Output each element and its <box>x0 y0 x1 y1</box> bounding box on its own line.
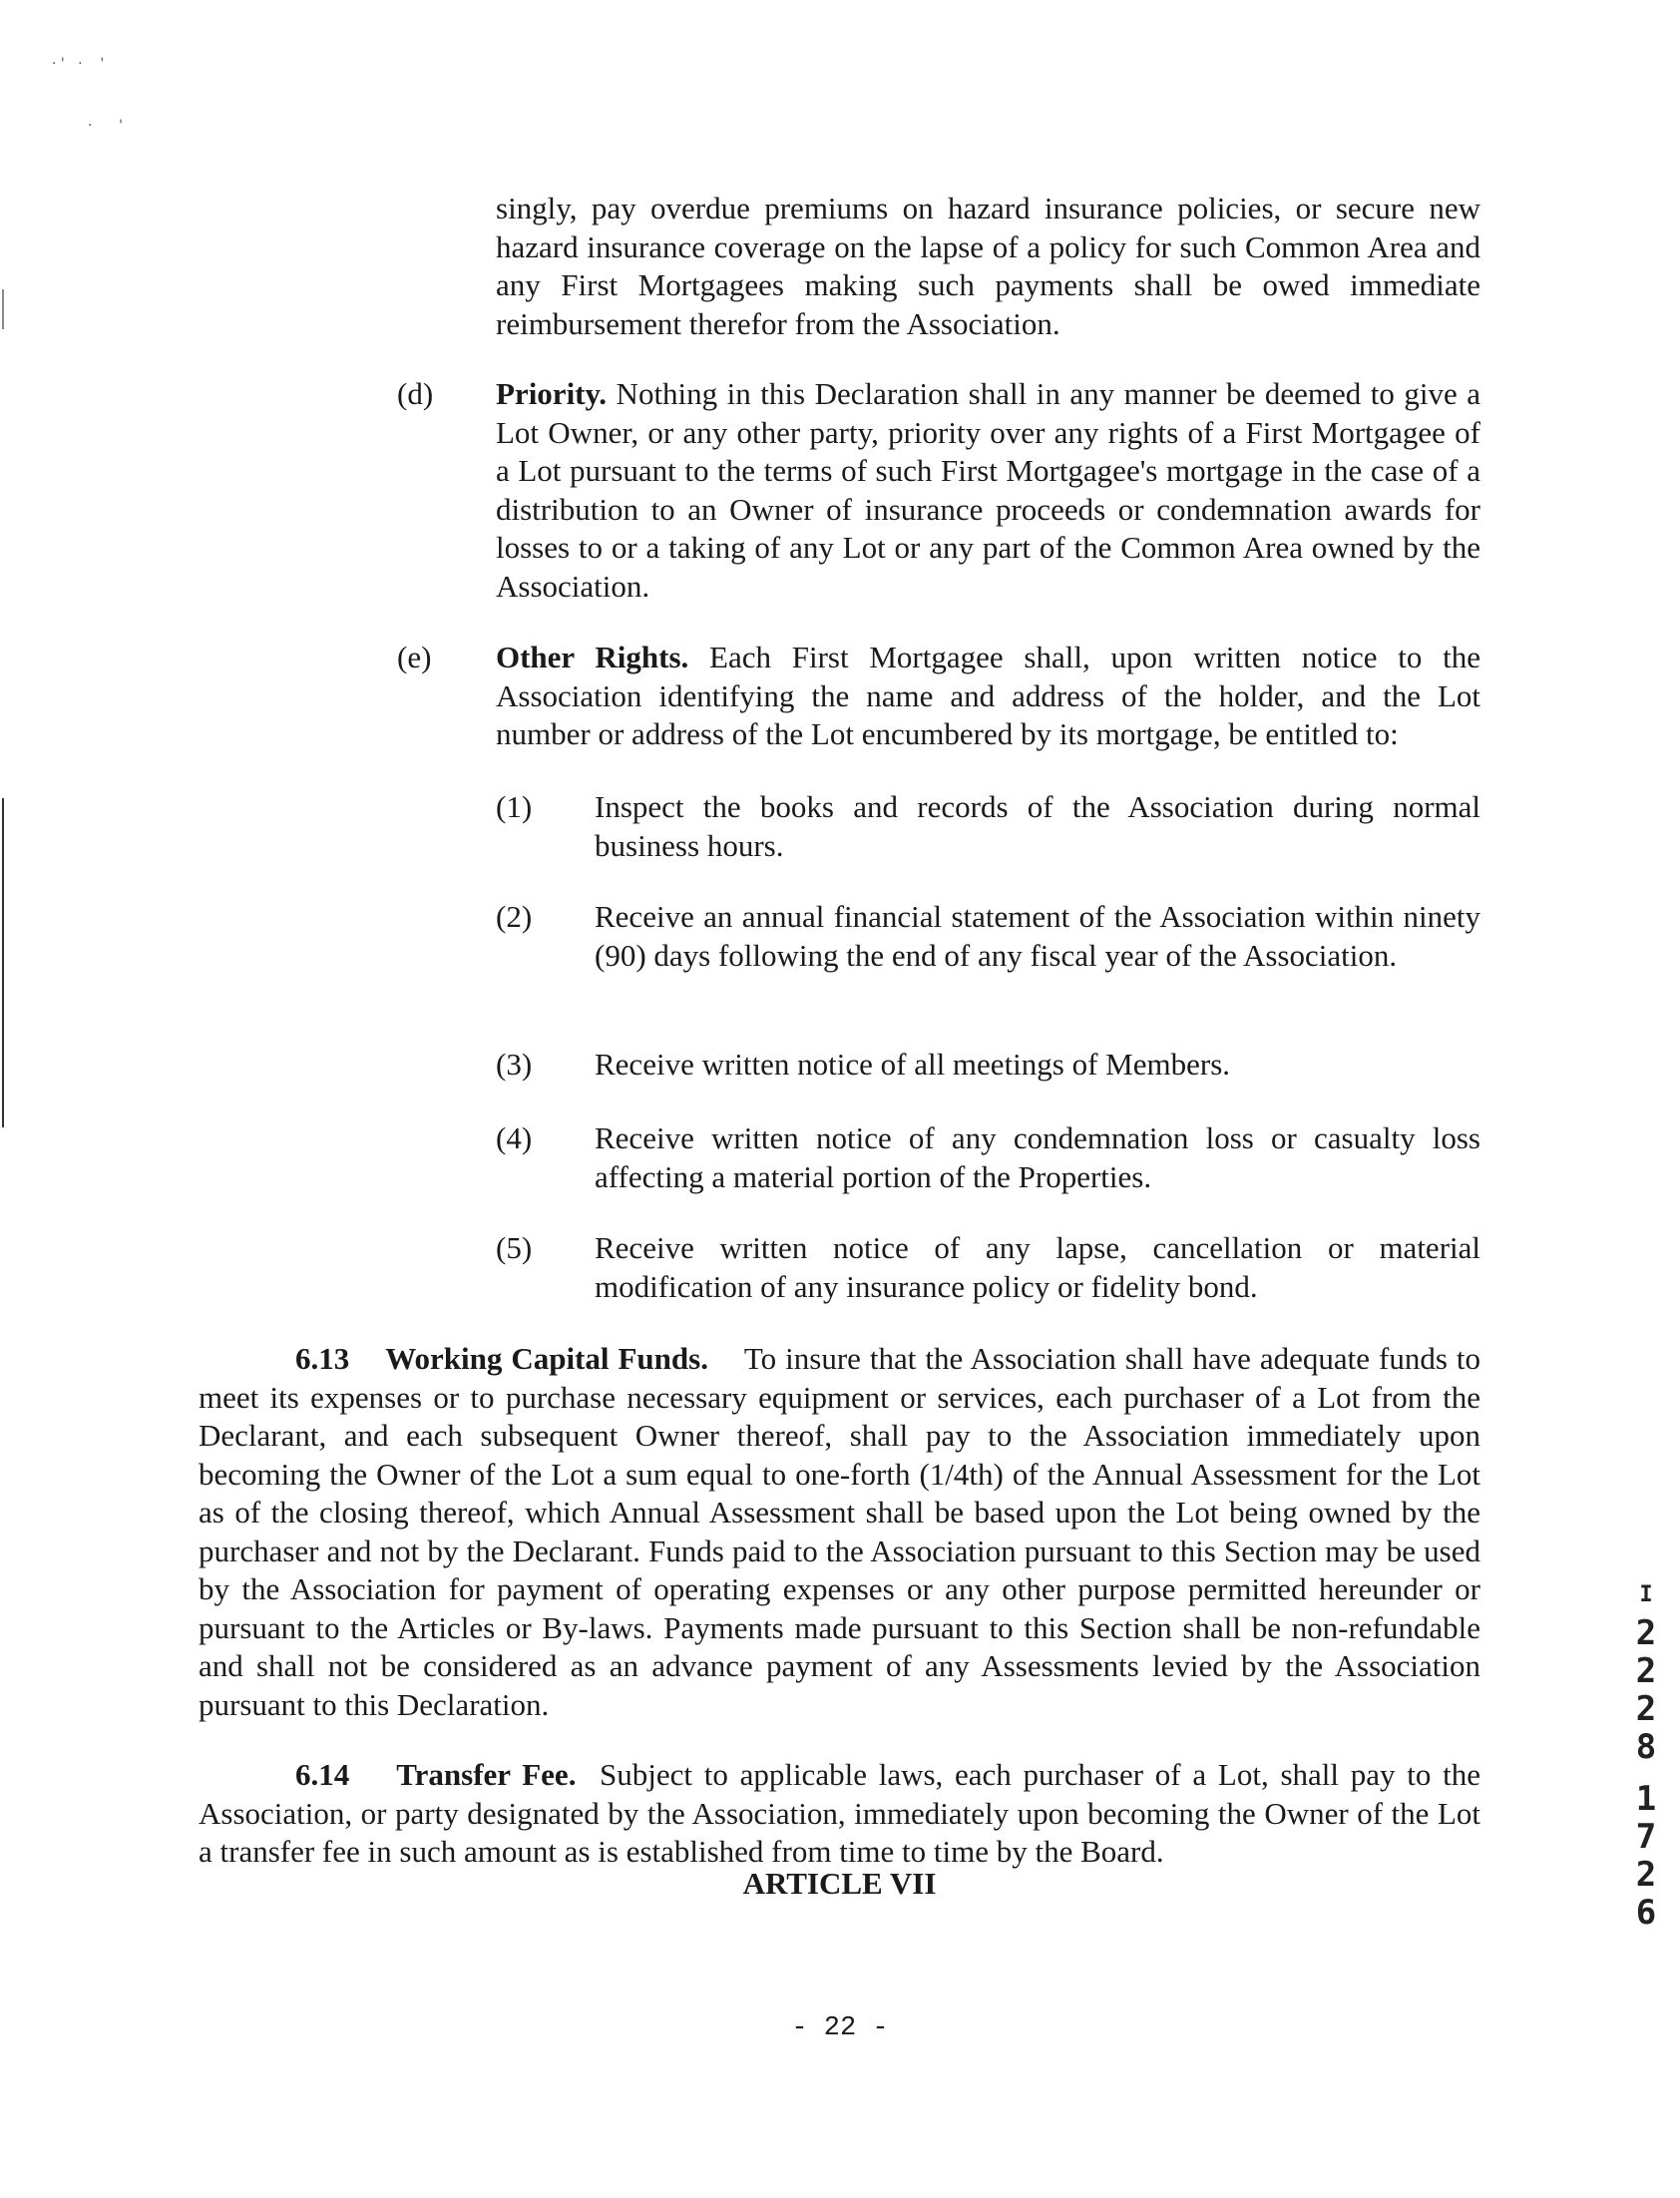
continuation-paragraph: singly, pay overdue premiums on hazard insurance policies, or secure new hazard insurance coverage on the lapse of a policy for such Common Area and any First Mortgagees making such payments shall be owed immediate reimbursement therefor from the Association. <box>496 191 1480 341</box>
section-6-14-heading: Transfer Fee. <box>396 1757 577 1792</box>
section-6-13-heading: Working Capital Funds. <box>385 1341 708 1376</box>
stamp-char: 2 <box>1635 1855 1657 1895</box>
scan-margin-line <box>2 289 4 329</box>
page-number: - 22 - <box>791 2013 889 2043</box>
stamp-char: 2 <box>1635 1613 1657 1653</box>
section-6-14-text: Subject to applicable laws, each purchaser of a Lot, shall pay to the Association, or party designated by the Association, immediately upon becoming the Owner of the Lot a transfer fee in such amount as is established from time to time by the Board. <box>199 1757 1480 1869</box>
section-6-13-paragraph <box>199 1340 1480 1724</box>
item-e-heading: Other Rights. <box>496 640 689 674</box>
stamp-char: I <box>1639 1582 1653 1607</box>
scan-speck: · ' <box>88 118 123 134</box>
stamp-char: 2 <box>1635 1689 1657 1729</box>
subitem-3-text: Receive written notice of all meetings of Members. <box>595 1047 1231 1082</box>
item-e-paragraph <box>496 639 1480 754</box>
stamp-char: 7 <box>1635 1817 1657 1857</box>
subitem-2-text: Receive an annual financial statement of the Association within ninety (90) days following the end of any fiscal year of the Association. <box>595 899 1480 973</box>
stamp-gap <box>1626 1766 1666 1780</box>
subitem-4-label: (4) <box>496 1120 533 1155</box>
item-d-label: (d) <box>397 376 434 411</box>
subitem-5-text: Receive written notice of any lapse, cancellation or material modification of any insurance policy or fidelity bond. <box>595 1230 1480 1304</box>
subitem-1-label: (1) <box>496 789 533 824</box>
subitem-2-label: (2) <box>496 899 533 934</box>
section-6-13-text: To insure that the Association shall have adequate funds to meet its expenses or to purchase necessary equipment or services, each purchaser of a Lot from the Declarant, and each subsequent Owner thereof, shall pay to the Association immediately upon becoming the Owner of the Lot a sum equal to one-forth (1/4th) of the Annual Assessment for the Lot as of the closing thereof, which Annual Assessment shall be based upon the Lot being owned by the purchaser and not by the Declarant. Funds paid to the Association pursuant to this Section may be used by the Association for payment of operating expenses or any other purpose permitted hereunder or pursuant to the Articles or By-laws. Payments made pursuant to this Section shall be non-refundable and shall not be considered as an advance payment of any Assessments levied by the Association pursuant to this Declaration. <box>199 1341 1481 1722</box>
subitem-5-label: (5) <box>496 1230 533 1265</box>
section-6-13-number: 6.13 <box>295 1341 350 1376</box>
scan-margin-line <box>2 798 4 1127</box>
recording-stamp <box>1626 1576 1666 1932</box>
item-d-heading: Priority. <box>496 376 608 411</box>
stamp-char: 8 <box>1635 1727 1657 1767</box>
section-6-14-paragraph <box>199 1756 1480 1872</box>
scan-speck: · ' · ' <box>52 56 105 72</box>
subitem-3-label: (3) <box>496 1047 533 1082</box>
article-heading: ARTICLE VII <box>742 1866 937 1901</box>
section-6-14-number: 6.14 <box>295 1757 350 1792</box>
stamp-char: 2 <box>1635 1651 1657 1691</box>
item-d-text: Nothing in this Declaration shall in any manner be deemed to give a Lot Owner, or any other party, priority over any rights of a First Mortgagee of a Lot pursuant to the terms of such First Mortgagee's mortgage in the case of a distribution to an Owner of insurance proceeds or condemnation awards for losses to or a taking of any Lot or any part of the Common Area owned by the Association. <box>496 376 1480 604</box>
subitem-1-text: Inspect the books and records of the Association during normal business hours. <box>595 789 1480 863</box>
stamp-char: 6 <box>1635 1893 1657 1933</box>
item-d-paragraph <box>496 375 1480 606</box>
item-e-text: Each First Mortgagee shall, upon written notice to the Association identifying the name and address of the holder, and the Lot number or address of the Lot encumbered by its mortgage, be entitled to: <box>496 640 1481 751</box>
stamp-char: 1 <box>1635 1779 1657 1819</box>
item-e-label: (e) <box>397 640 432 674</box>
subitem-4-text: Receive written notice of any condemnation loss or casualty loss affecting a material portion of the Properties. <box>595 1120 1480 1194</box>
